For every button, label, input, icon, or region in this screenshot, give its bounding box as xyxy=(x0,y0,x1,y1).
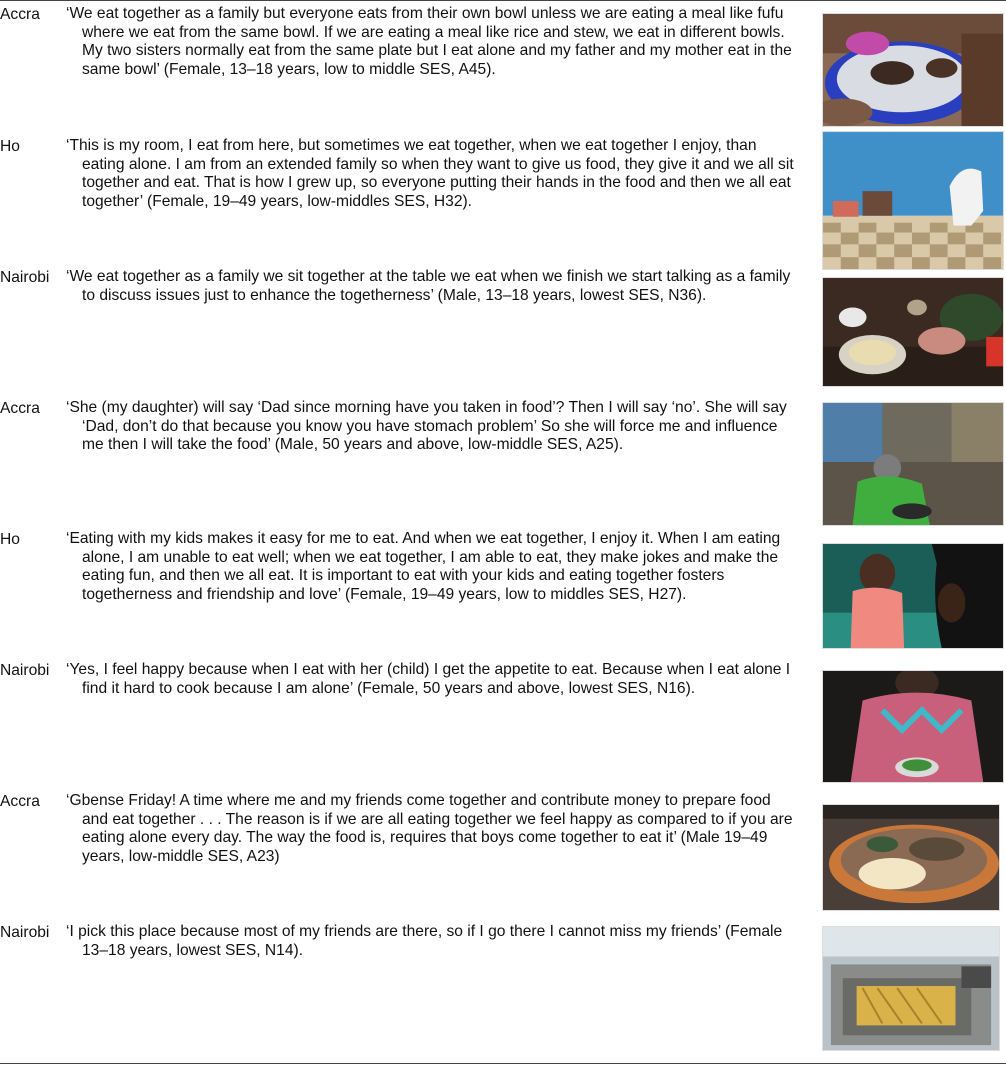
photo-deep-fryer-with-chips xyxy=(822,926,1000,1051)
photo-shared-platter-of-food xyxy=(822,804,1000,911)
city-label: Ho xyxy=(0,531,20,548)
photo-family-meal-on-table xyxy=(822,277,1004,387)
city-label: Accra xyxy=(0,793,40,810)
top-rule xyxy=(0,0,1006,1)
city-label: Nairobi xyxy=(0,662,50,679)
quote-text: ‘Yes, I feel happy because when I eat with her (child) I get the appetite to eat. Because when I eat alone I find it hard to cook because I am alone’ (Female, 50 years and above, lowest SES, N16). xyxy=(66,661,791,697)
quote-text: ‘We eat together as a family but everyone eats from their own bowl unless we are eating a meal like fufu where we eat from the same bowl. If we are eating a meal like rice and stew, we eat in different bowls. My two sisters normally eat from the same plate but I eat alone and my father and my mother eat in the same bowl’ (Female, 13–18 years, low to middle SES, A45). xyxy=(66,5,792,79)
photo-woman-seated-outdoors xyxy=(822,402,1004,526)
photo-children-eating-together xyxy=(822,543,1004,649)
quote-text: ‘This is my room, I eat from here, but sometimes we eat together, when we eat together I enjoy, than eating alone. I am from an extended family so when they want to give us food, they give it and we all sit together and eat. That is how I grew up, so everyone putting their hands in the food and then we all eat together’ (Female, 19–49 years, low-middles SES, H32). xyxy=(66,137,794,211)
quote-text: ‘Eating with my kids makes it easy for me to eat. And when we eat together, I enjoy it. When I am eating alone, I am unable to eat well; when we eat together, I am able to eat, they make jokes and make the eating fun, and then we all eat. It is important to eat with your kids and eating together fosters togetherness and friendship and love’ (Female, 19–49 years, low to middles SES, H27). xyxy=(66,530,781,604)
city-label: Nairobi xyxy=(0,924,50,941)
city-label: Accra xyxy=(0,400,40,417)
city-label: Nairobi xyxy=(0,269,50,286)
quote-text: ‘We eat together as a family we sit together at the table we eat when we finish we start talking as a family to discuss issues just to enhance the togetherness’ (Male, 13–18 years, lowest SES, N36). xyxy=(66,268,791,304)
photo-hands-eating-from-shared-bowl xyxy=(822,13,1004,127)
bottom-rule xyxy=(0,1063,1006,1064)
quote-text: ‘She (my daughter) will say ‘Dad since morning have you taken in food’? Then I will say ‘no’. She will say ‘Dad, don’t do that because you know you have stomach problem’ So she will force me and influence me then I will take the food’ (Male, 50 years and above, low-middle SES, A25). xyxy=(66,399,787,454)
photo-room-with-chair-and-checkered-floor xyxy=(822,131,1004,270)
city-label: Ho xyxy=(0,138,20,155)
quote-text: ‘Gbense Friday! A time where me and my friends come together and contribute money to prepare food and eat together . . . The reason is if we are all eating together we feel happy as compared to if you are eating alone every day. The way the food is, requires that boys come together to eat it’ (Male 19–49 years, low-middle SES, A23) xyxy=(66,792,793,866)
city-label: Accra xyxy=(0,6,40,23)
photo-woman-with-plate-of-greens xyxy=(822,670,1004,783)
quote-text: ‘I pick this place because most of my friends are there, so if I go there I cannot miss my friends’ (Female 13–18 years, lowest SES, N14). xyxy=(66,923,783,959)
